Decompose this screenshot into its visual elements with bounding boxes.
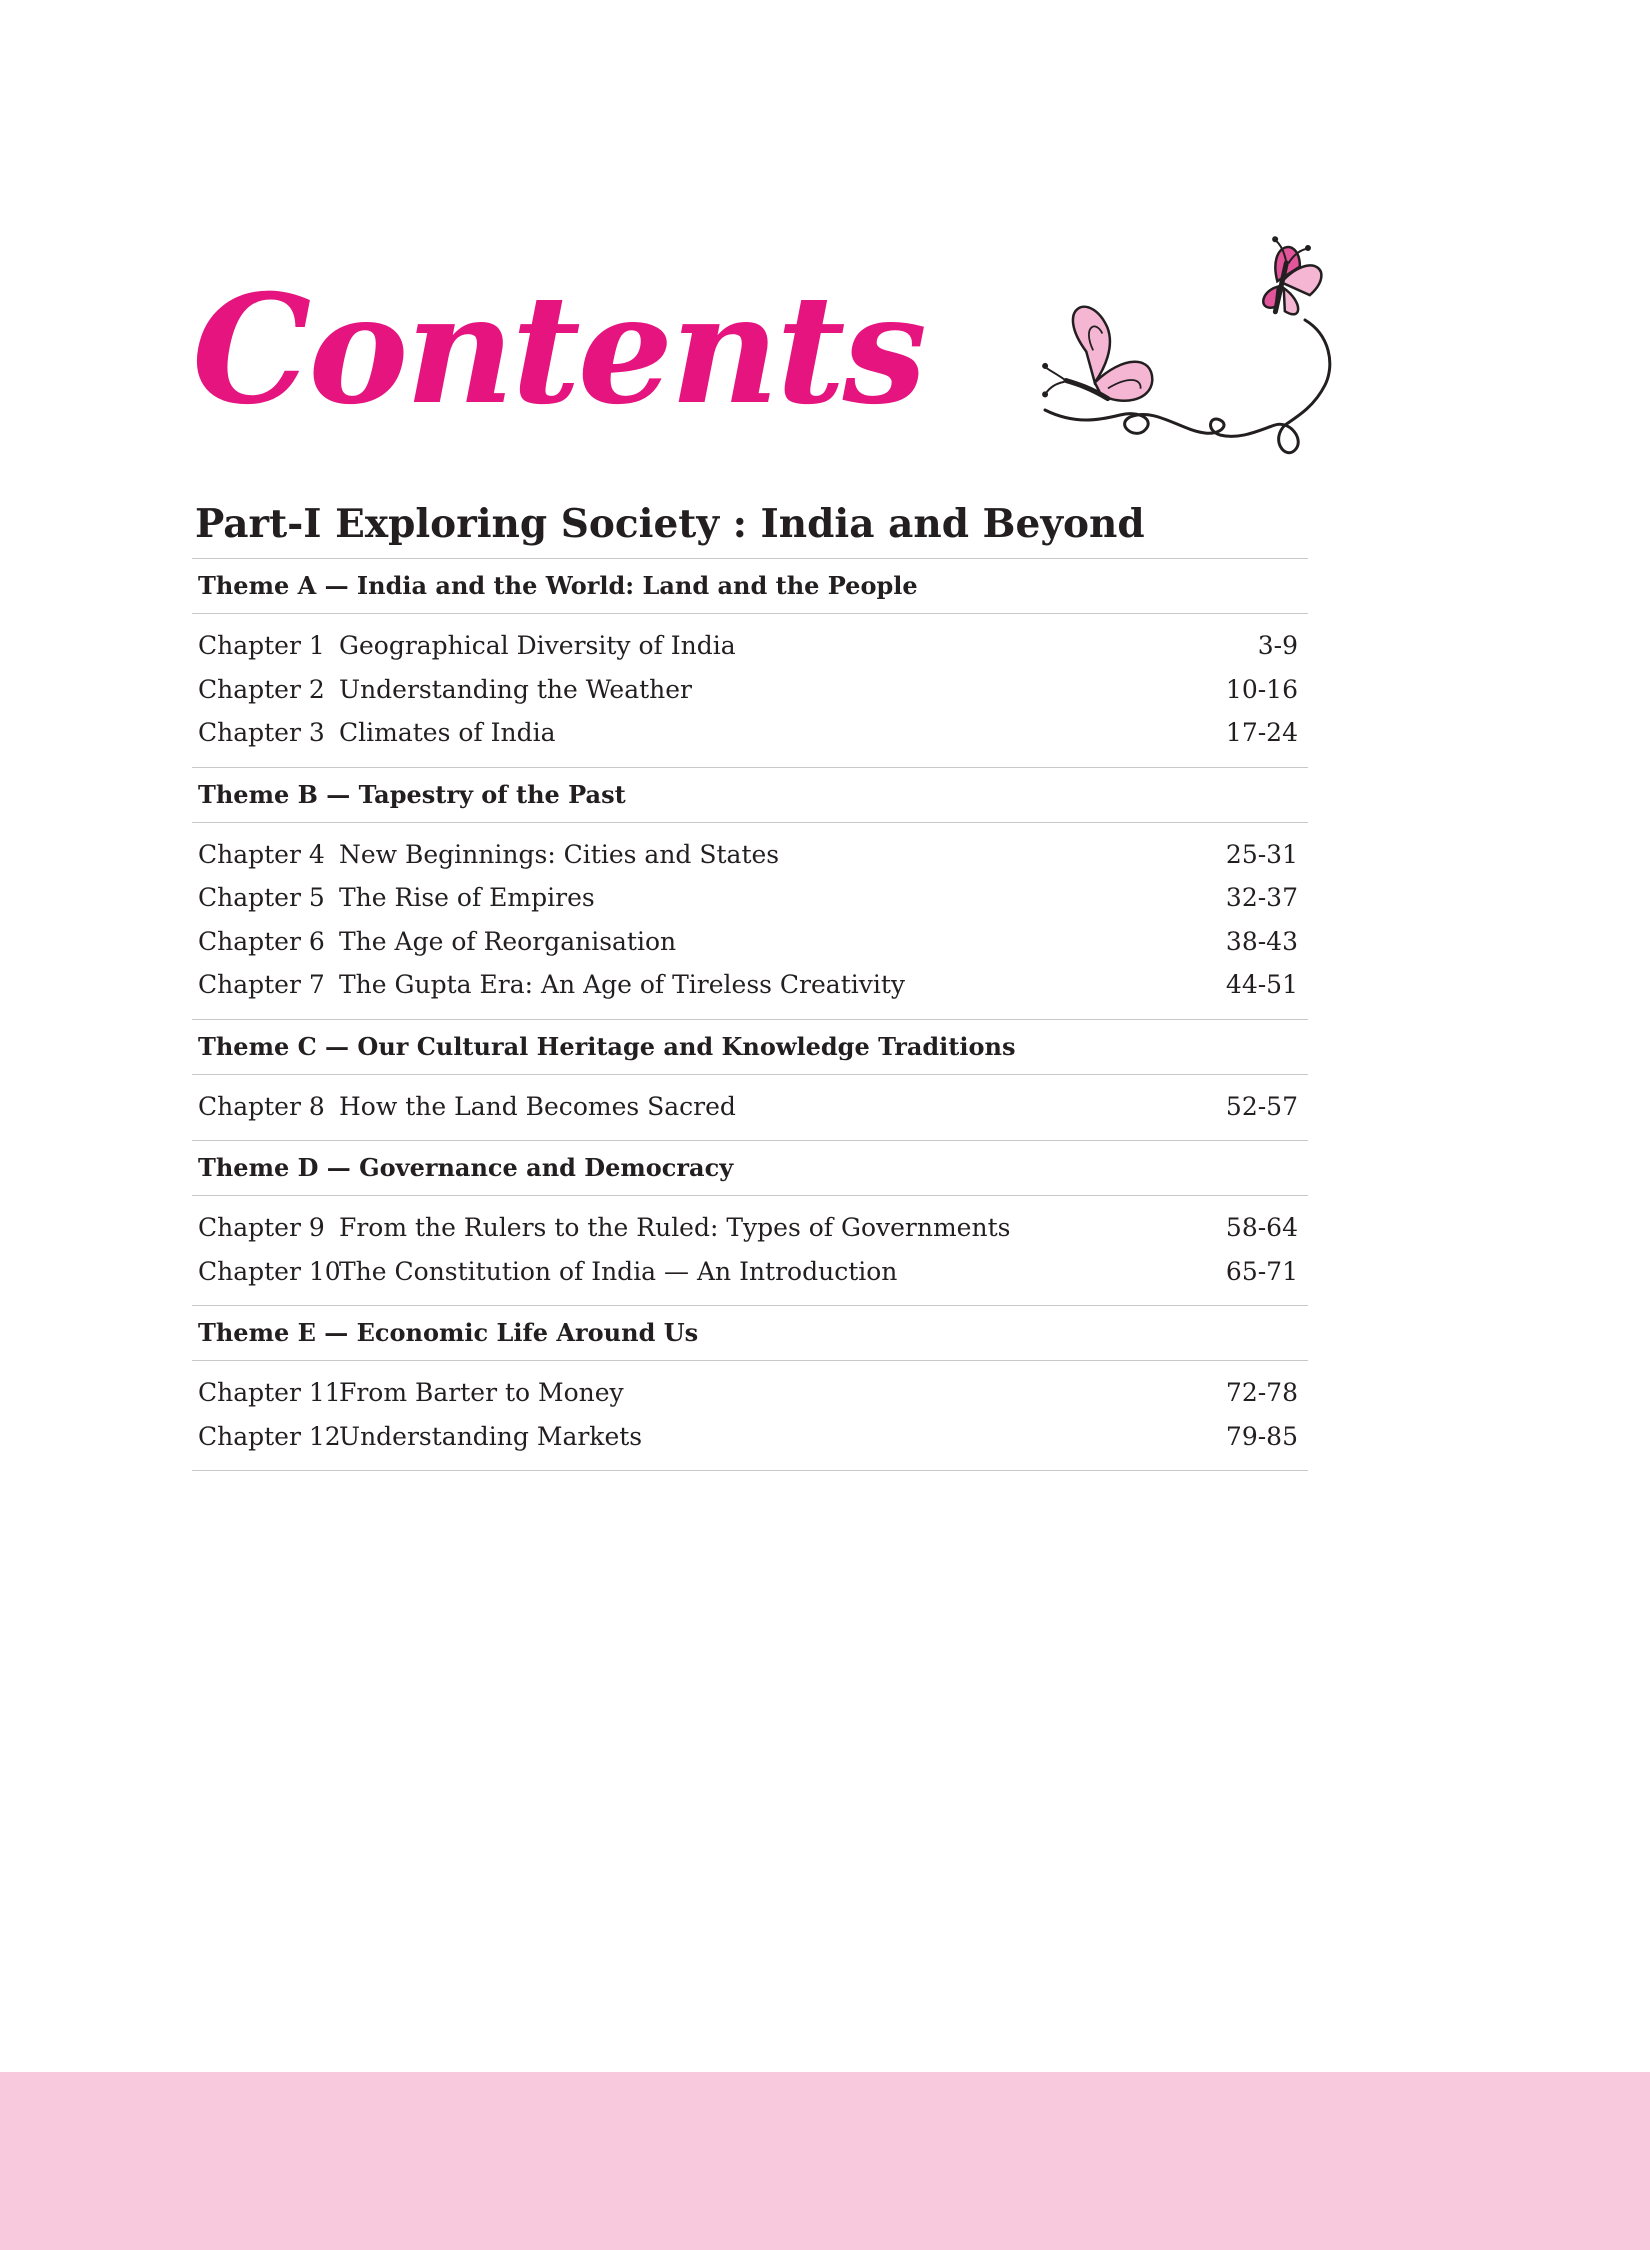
butterfly-icon: [1028, 297, 1155, 415]
chapter-list: [192, 1361, 1308, 1471]
chapter-pages: 3-9: [1257, 631, 1298, 660]
chapter-title: How the Land Becomes Sacred: [339, 1091, 736, 1121]
theme-heading: Theme D — Governance and Democracy: [192, 1141, 1308, 1196]
chapter-row: [192, 1250, 1308, 1294]
theme-heading: Theme A — India and the World: Land and the People: [192, 559, 1308, 614]
chapter-row: [192, 1371, 1308, 1415]
chapter-row: [192, 668, 1308, 712]
chapter-list: [192, 823, 1308, 1020]
chapter-title: Understanding the Weather: [339, 674, 692, 704]
theme-heading: Theme E — Economic Life Around Us: [192, 1306, 1308, 1361]
chapter-row: [192, 920, 1308, 964]
chapter-pages: 44-51: [1225, 970, 1298, 999]
chapter-row: [192, 833, 1308, 877]
chapter-number: Chapter 9: [198, 1213, 325, 1242]
chapter-title: New Beginnings: Cities and States: [339, 839, 780, 869]
chapter-number: Chapter 8: [198, 1091, 325, 1121]
footer-band: [0, 2072, 1650, 2250]
chapter-row: [192, 1415, 1308, 1459]
chapter-pages: 38-43: [1225, 926, 1298, 956]
theme-heading: Theme B — Tapestry of the Past: [192, 768, 1308, 823]
chapter-number: Chapter 2: [198, 674, 325, 704]
chapter-title: The Constitution of India — An Introduction: [339, 1256, 898, 1286]
chapter-number: Chapter 3: [198, 718, 325, 747]
chapter-list: [192, 1196, 1308, 1306]
chapter-number: Chapter 4: [198, 839, 325, 869]
chapter-title: From the Rulers to the Ruled: Types of Governments: [339, 1213, 1011, 1242]
chapter-title: From Barter to Money: [339, 1378, 624, 1407]
chapter-number: Chapter 1: [198, 631, 325, 660]
theme-heading: Theme C — Our Cultural Heritage and Knowledge Traditions: [192, 1020, 1308, 1075]
table-of-contents: [192, 501, 1308, 1471]
chapter-pages: 10-16: [1225, 674, 1298, 704]
chapter-title: The Gupta Era: An Age of Tireless Creativity: [339, 970, 906, 999]
part-title: Part-I Exploring Society : India and Beyond: [192, 505, 1308, 559]
chapter-title: The Rise of Empires: [339, 883, 595, 912]
chapter-pages: 25-31: [1225, 839, 1298, 869]
chapter-row: [192, 963, 1308, 1007]
chapter-pages: 58-64: [1225, 1213, 1298, 1242]
chapter-row: [192, 1085, 1308, 1129]
chapter-number: Chapter 11: [198, 1378, 341, 1407]
chapter-number: Chapter 5: [198, 883, 325, 912]
chapter-row: [192, 711, 1308, 755]
chapter-pages: 65-71: [1225, 1256, 1298, 1286]
chapter-pages: 32-37: [1225, 883, 1298, 912]
chapter-list: [192, 614, 1308, 768]
chapter-number: Chapter 12: [198, 1421, 341, 1451]
chapter-pages: 72-78: [1225, 1378, 1298, 1407]
chapter-row: [192, 1206, 1308, 1250]
chapter-number: Chapter 6: [198, 926, 325, 956]
chapter-title: The Age of Reorganisation: [339, 926, 677, 956]
butterfly-icon: [1254, 236, 1329, 321]
chapter-row: [192, 876, 1308, 920]
chapter-pages: 79-85: [1225, 1421, 1298, 1451]
chapter-number: Chapter 10: [198, 1256, 341, 1286]
chapter-pages: 52-57: [1225, 1091, 1298, 1121]
chapter-title: Geographical Diversity of India: [339, 631, 736, 660]
chapter-number: Chapter 7: [198, 970, 325, 999]
butterflies-illustration: [1005, 225, 1385, 490]
chapter-title: Climates of India: [339, 718, 556, 747]
chapter-list: [192, 1075, 1308, 1142]
chapter-pages: 17-24: [1225, 718, 1298, 747]
chapter-row: [192, 624, 1308, 668]
chapter-title: Understanding Markets: [339, 1421, 643, 1451]
page-title: Contents: [192, 262, 925, 438]
